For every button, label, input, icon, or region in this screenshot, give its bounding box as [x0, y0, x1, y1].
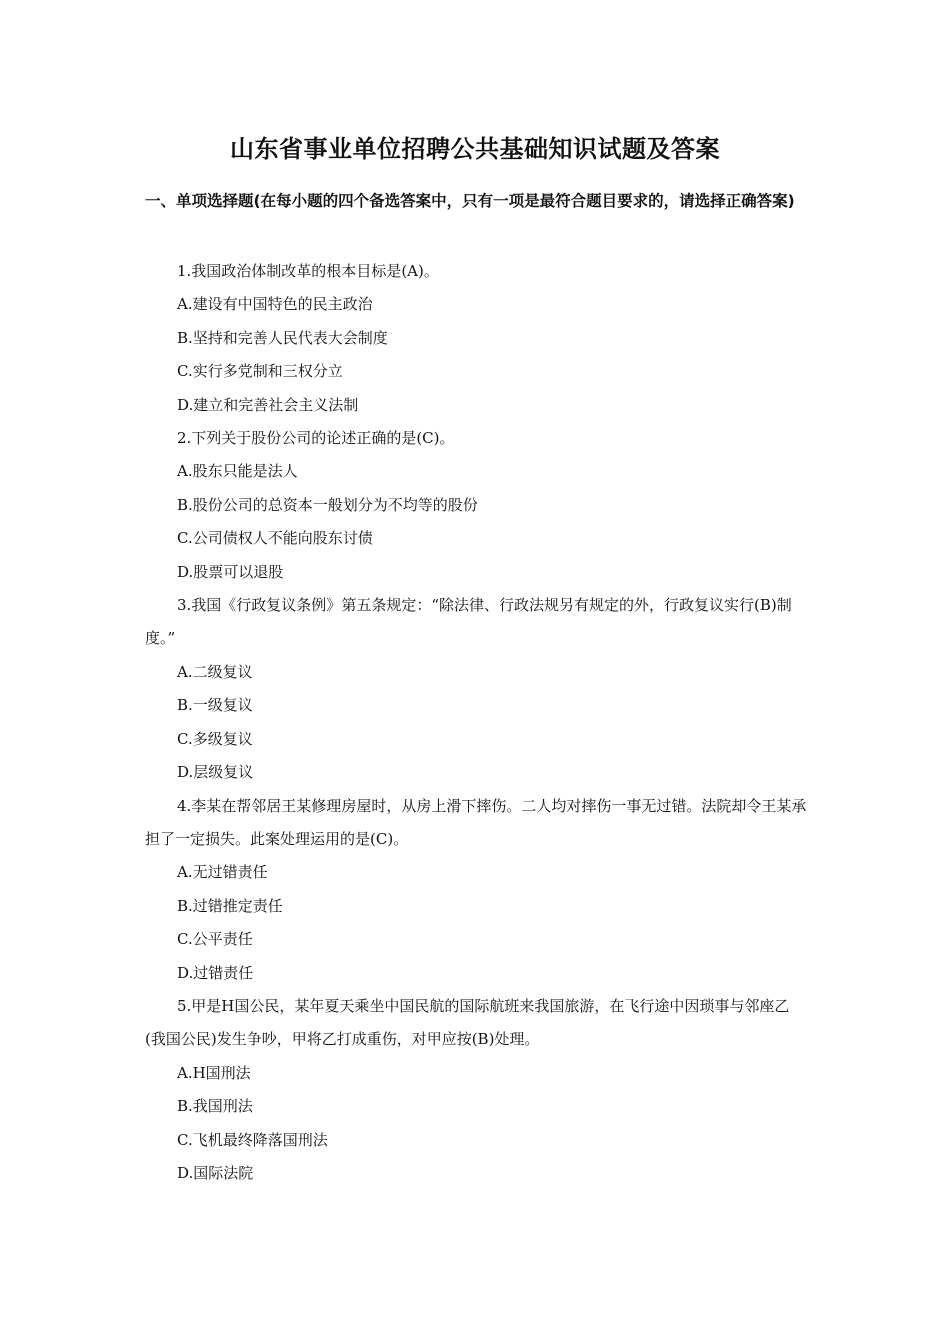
option-c: C.飞机最终降落国刑法 [177, 1130, 328, 1149]
option-c: C.实行多党制和三权分立 [177, 362, 343, 381]
question-1 [145, 255, 810, 422]
page-title: 山东省事业单位招聘公共基础知识试题及答案 [230, 135, 720, 163]
section-heading: 一、单项选择题(在每小题的四个备选答案中，只有一项是最符合题目要求的，请选择正确答案) [145, 192, 795, 210]
option-a: A.H国刑法 [177, 1063, 251, 1082]
question-stem: 3.我国《行政复议条例》第五条规定：“除法律、行政法规另有规定的外，行政复议实行(B)制度。” [145, 596, 792, 648]
option-b: B.我国刑法 [177, 1097, 253, 1116]
option-a: A.股东只能是法人 [177, 462, 298, 481]
option-b: B.坚持和完善人民代表大会制度 [177, 328, 388, 347]
question-list [145, 255, 810, 1190]
option-b: B.过错推定责任 [177, 896, 283, 915]
option-d: D.国际法院 [177, 1163, 254, 1182]
option-c: C.公平责任 [177, 930, 253, 949]
option-b: B.一级复议 [177, 696, 253, 715]
question-5 [145, 990, 810, 1190]
option-a: A.二级复议 [177, 662, 253, 681]
option-a: A.无过错责任 [177, 863, 268, 882]
option-d: D.层级复议 [177, 763, 254, 782]
option-a: A.建设有中国特色的民主政治 [177, 295, 373, 314]
question-3 [145, 589, 810, 789]
question-stem: 5.甲是H国公民，某年夏天乘坐中国民航的国际航班来我国旅游，在飞行途中因琐事与邻座乙(我国公民)发生争吵，甲将乙打成重伤，对甲应按(B)处理。 [145, 996, 790, 1049]
option-d: D.股票可以退股 [177, 562, 284, 581]
option-b: B.股份公司的总资本一般划分为不均等的股份 [177, 495, 478, 514]
question-2 [145, 422, 810, 589]
option-d: D.建立和完善社会主义法制 [177, 395, 359, 414]
question-stem: 4.李某在帮邻居王某修理房屋时，从房上滑下摔伤。二人均对摔伤一事无过错。法院却令王某承担了一定损失。此案处理运用的是(C)。 [145, 796, 807, 848]
option-d: D.过错责任 [177, 963, 254, 982]
option-c: C.多级复议 [177, 729, 253, 748]
question-stem: 2.下列关于股份公司的论述正确的是(C)。 [177, 429, 455, 448]
option-c: C.公司债权人不能向股东讨债 [177, 529, 373, 548]
question-4 [145, 790, 810, 990]
question-stem: 1.我国政治体制改革的根本目标是(A)。 [177, 262, 439, 280]
